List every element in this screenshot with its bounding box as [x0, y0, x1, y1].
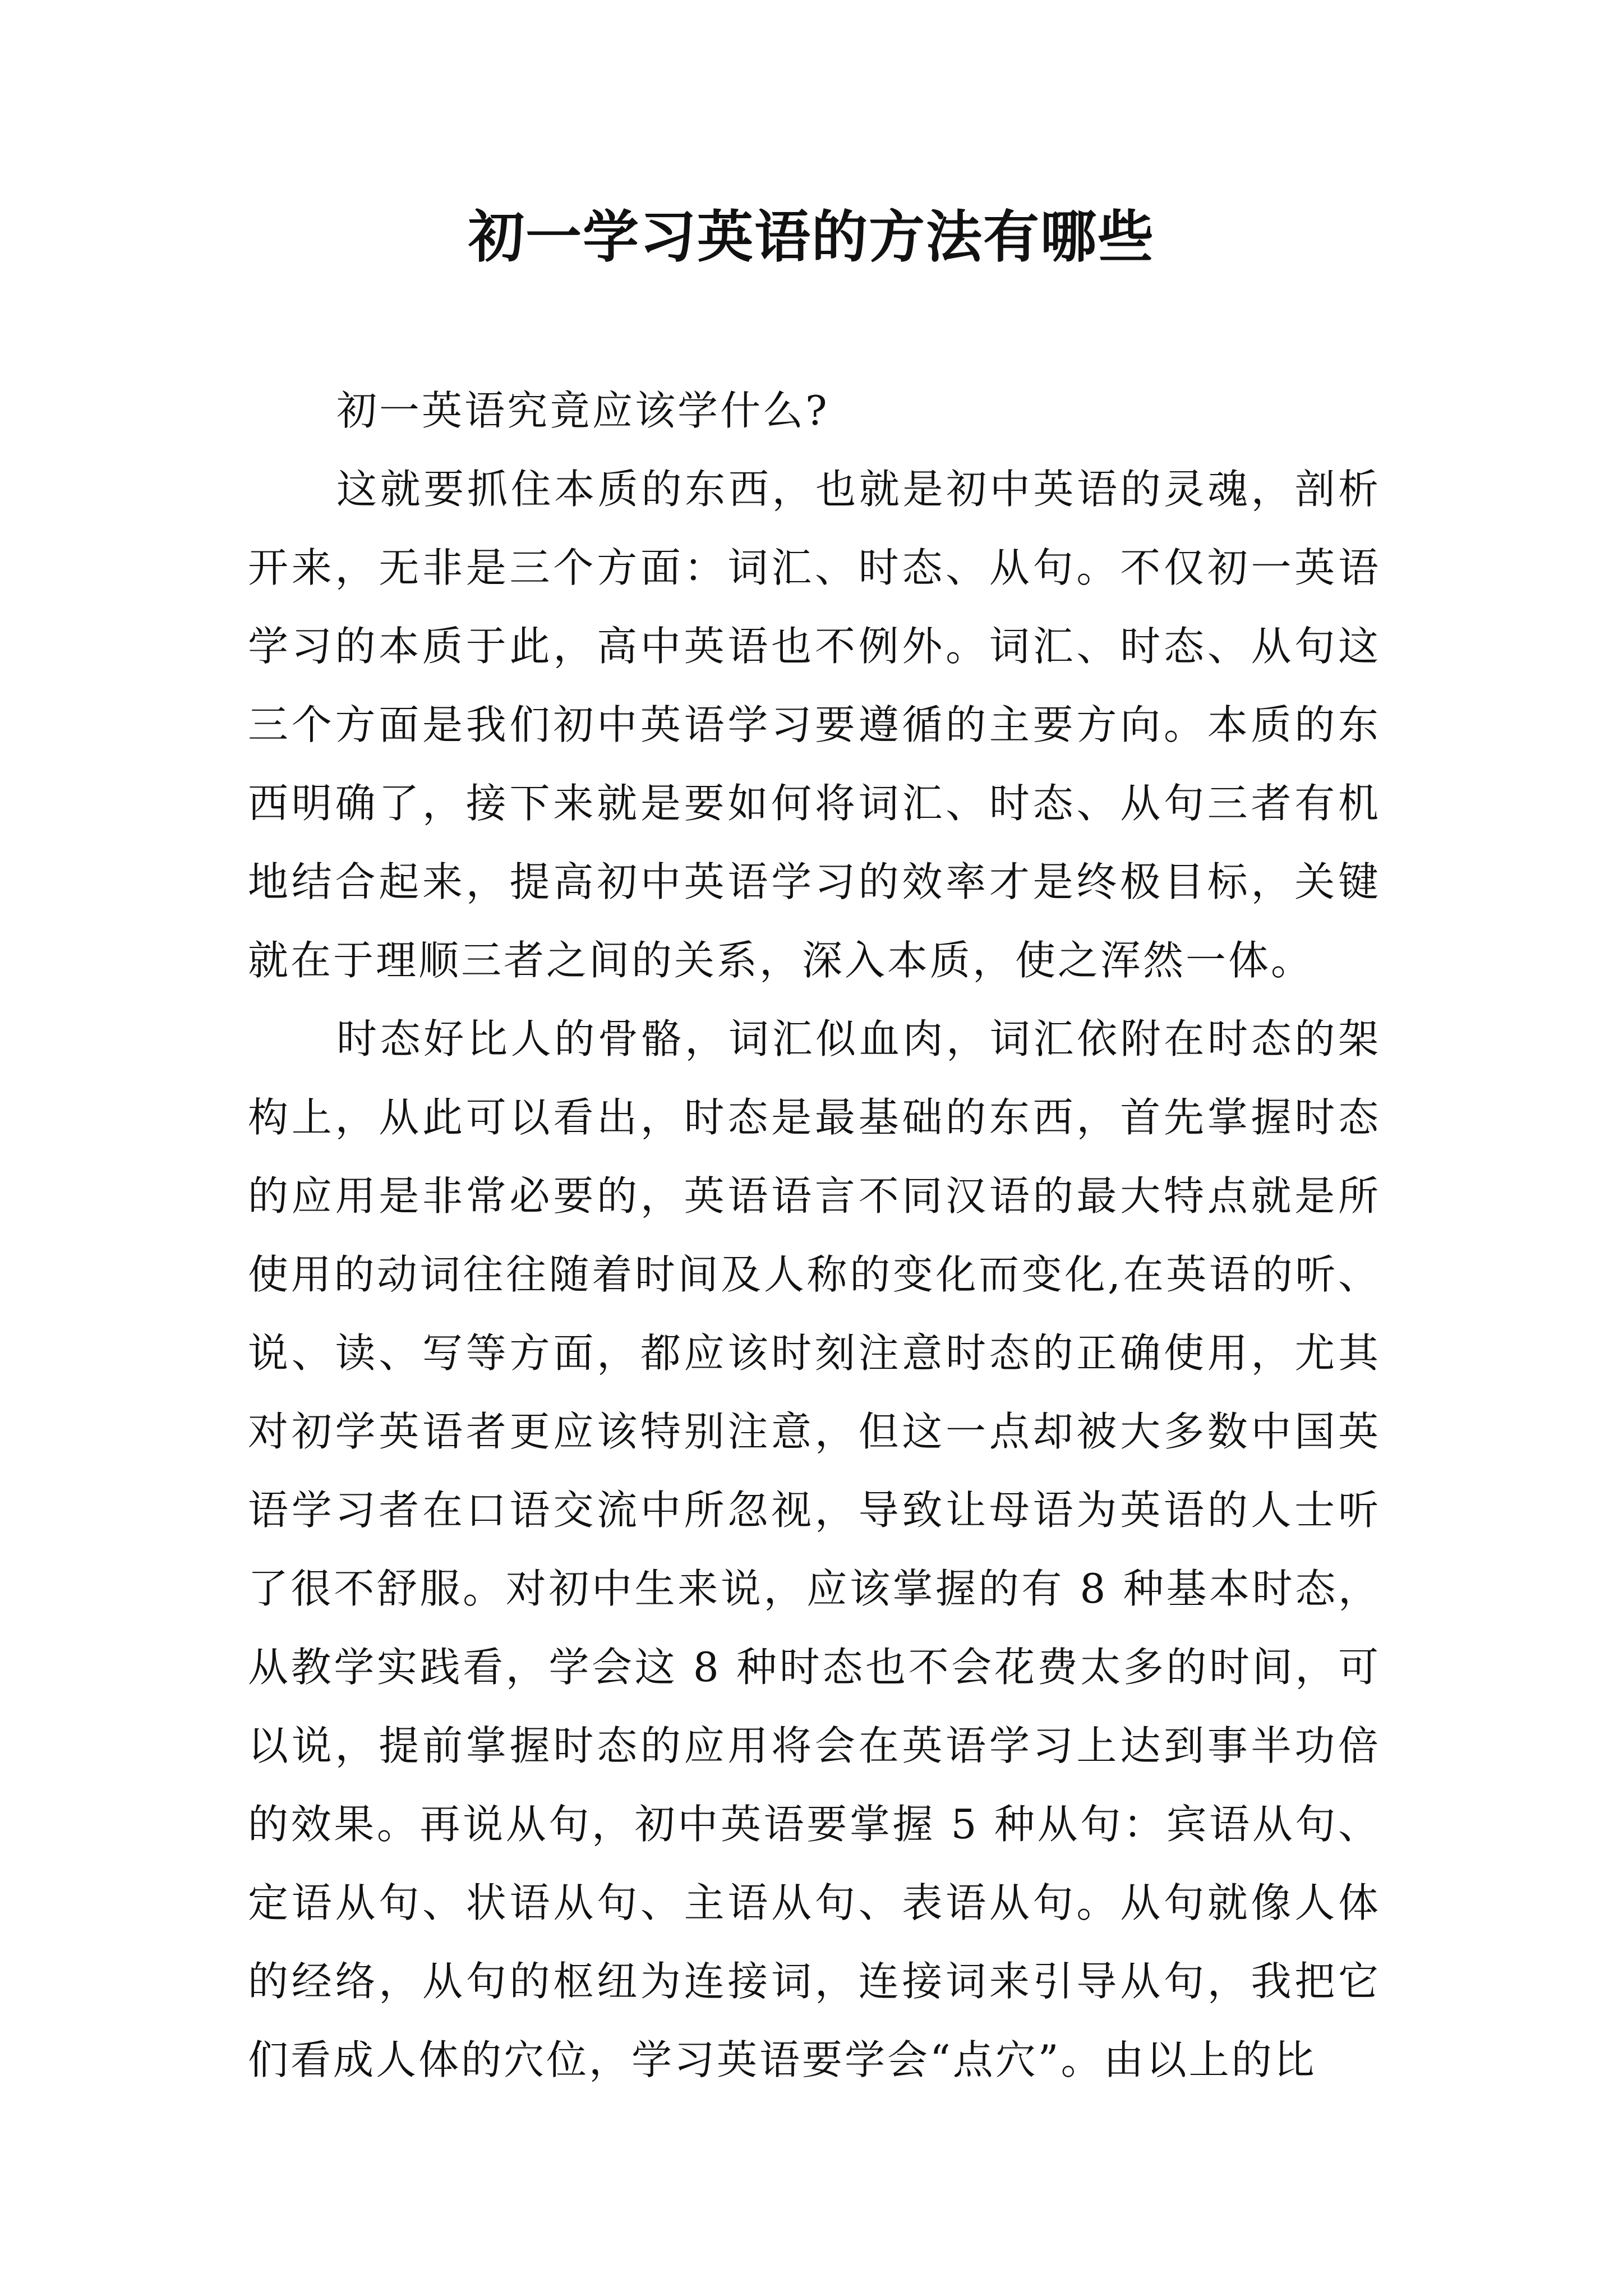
paragraph-question: 初一英语究竟应该学什么? [336, 387, 829, 434]
paragraph-essence: 这就要抓住本质的东西，也就是初中英语的灵魂，剖析开来，无非是三个方面：词汇、时态、从句。不仅初一英语学习的本质于此，高中英语也不例外。词汇、时态、从句这三个方面是我们初中英语学习要遵循的主要方向。本质的东西明确了，接下来就是要如何将词汇、时态、从句三者有机地结合起来，提高初中英语学习的效率才是终极目标，关键就在于理顺三者之间的关系，深入本质，使之浑然一体。 [248, 466, 1381, 984]
paragraph-tense-clauses: 时态好比人的骨骼，词汇似血肉，词汇依附在时态的架构上，从此可以看出，时态是最基础的东西，首先掌握时态的应用是非常必要的，英语语言不同汉语的最大特点就是所使用的动词往往随着时间及人称的变化而变化,在英语的听、说、读、写等方面，都应该时刻注意时态的正确使用，尤其对初学英语者更应该特别注意，但这一点却被大多数中国英语学习者在口语交流中所忽视，导致让母语为英语的人士听了很不舒服。对初中生来说，应该掌握的有 8 种基本时态，从教学实践看，学会这 8 种时态也不会花费太多的时间，可以说，提前掌握时态的应用将会在英语学习上达到事半功倍的效果。再说从句，初中英语要掌握 5 种从句：宾语从句、定语从句、状语从句、主语从句、表语从句。从句就像人体的经络，从句的枢纽为连接词，连接词来引导从句，我把它们看成人体的穴位，学习英语要学会“点穴”。由以上的比 [248, 1015, 1381, 2083]
document-body [248, 371, 1381, 2099]
document-title: 初一学习英语的方法有哪些 [468, 204, 1155, 270]
